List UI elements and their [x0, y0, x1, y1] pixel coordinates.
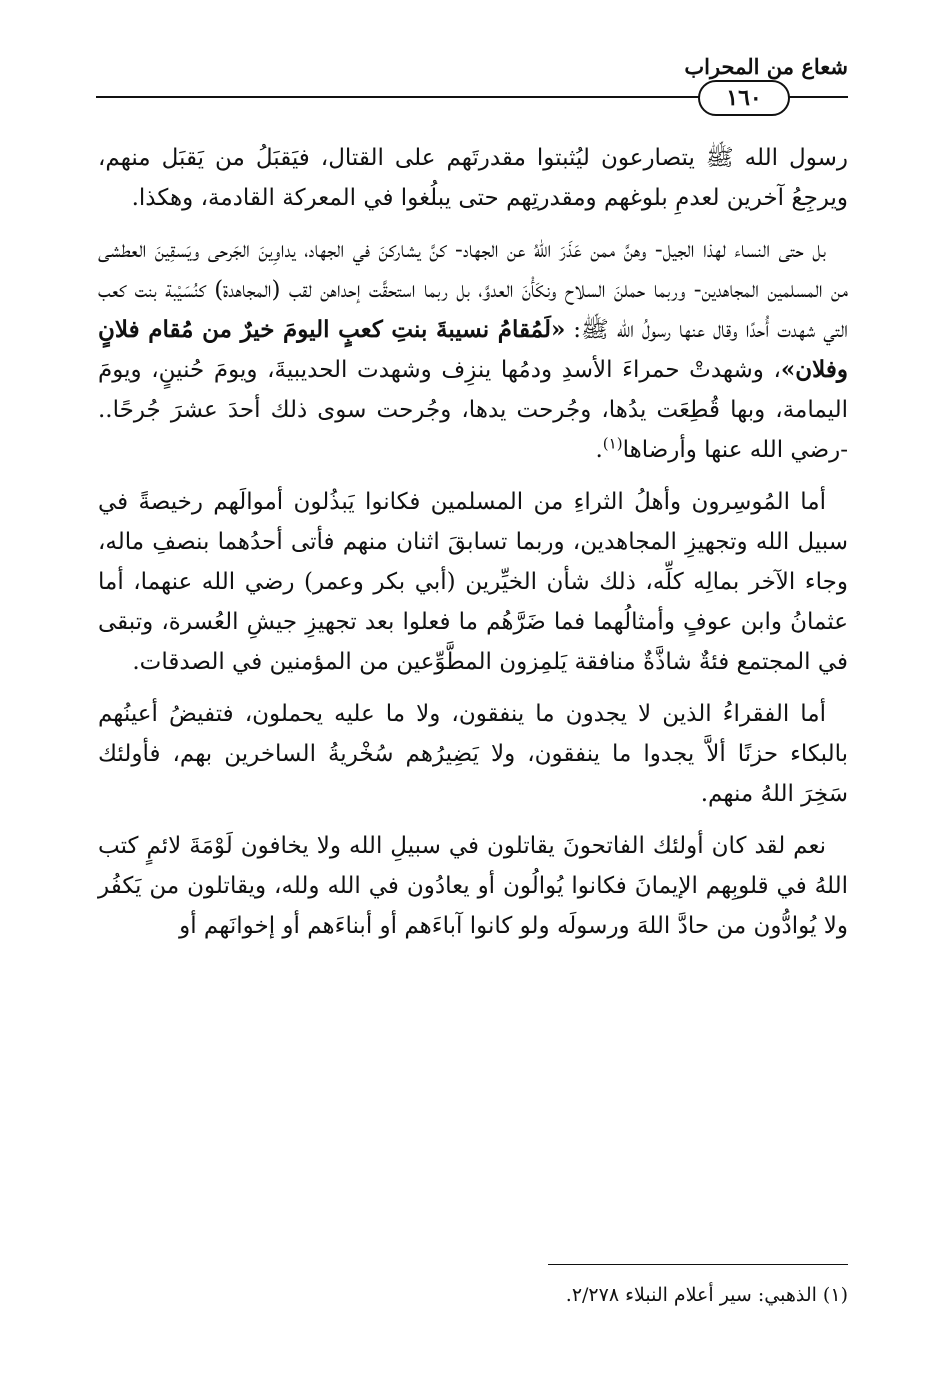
- page-number: ١٦٠: [698, 80, 790, 116]
- footnote-reference[interactable]: (١): [602, 434, 623, 453]
- paragraph-2: [98, 230, 848, 470]
- footnote-separator: [548, 1264, 848, 1265]
- paragraph-4: أما الفقراءُ الذين لا يجدون ما ينفقون، ولا ما عليه يحملون، فتفيضُ أعينُهم بالبكاء حزنًا ألاَّ يجدوا ما ينفقون، ولا يَضِيرُهم سُخْريةُ الساخرين بهم، فأولئك سَخِرَ اللهُ منهم.: [98, 701, 848, 807]
- paragraph-2-end: .: [595, 437, 603, 463]
- running-header-title: شعاع من المحراب: [684, 54, 848, 79]
- footnote: (١) الذهبي: سير أعلام النبلاء ٢/٢٧٨.: [565, 1284, 848, 1306]
- main-text: [98, 138, 848, 958]
- paragraph-2-text-a: بل حتى النساء لهذا الجيل- وهنَّ ممن عَذَرَ اللهُ عن الجهاد- كنَّ يشاركنَ في الجهاد، يداوِينَ الجَرحى ويَسقِينَ العطشى من المسلمين المجاهدين- وربما حملنَ السلاح ونكَأْنَ العدوَّ، بل ربما استحقَّت إحداهن لقب (المجاهدة) كنُسَيْبة بنت كعب التي شهدت أُحدًا وقال عنها رسولُ الله ﷺ:: [98, 237, 848, 343]
- paragraph-1: رسول الله ﷺ يتصارعون ليُثبتوا مقدرتَهم على القتال، فيَقبَلُ من يَقبَل منهم، ويرجِعُ آخرين لعدمِ بلوغهم ومقدرتِهم حتى يبلُغوا في المعركة القادمة، وهكذا.: [98, 145, 848, 211]
- paragraph-5: نعم لقد كان أولئك الفاتحونَ يقاتلون في سبيلِ الله ولا يخافون لَوْمَةَ لائمٍ كتب اللهُ في قلوبِهم الإيمانَ فكانوا يُوالُون أو يعادُون في الله ولله، ويقاتلون من يَكفُر ولا يُوادُّون من حادَّ اللهَ ورسولَه ولو كانوا آباءَهم أو أبناءَهم أو إخوانَهم أو: [98, 833, 848, 939]
- paragraph-3: أما المُوسِرون وأهلُ الثراءِ من المسلمين فكانوا يَبذُلون أموالَهم رخيصةً في سبيل الله وتجهيزِ المجاهدين، وربما تسابقَ اثنان منهم فأتى أحدُهما بنصفِ ماله، وجاء الآخر بمالِه كلِّه، ذلك شأن الخيِّرين (أبي بكر وعمر) رضي الله عنهما، أما عثمانُ وابن عوفٍ وأمثالُهما فما ضَرَّهُم ما فعلوا بعد تجهيزِ جيشِ العُسرة، وتبقى في المجتمع فئةٌ شاذَّةٌ منافقة يَلمِزون المطَّوِّعين من المؤمنين في الصدقات.: [98, 489, 848, 675]
- paragraph-2-text-b: ، وشهدتْ حمراءَ الأسدِ ودمُها ينزِف وشهدت الحديبيةَ، ويومَ حُنينٍ، ويومَ اليمامة، وبها قُطِعَت يدُها، وجُرحت يدها، وجُرحت سوى ذلك أحدَ عشرَ جُرحًا.. -رضي الله عنها وأرضاها: [98, 357, 848, 463]
- hadith-quote: «لَمُقامُ نسيبةَ بنتِ كعبٍ اليومَ خيرٌ من مُقام فلانٍ وفلان»: [98, 316, 848, 383]
